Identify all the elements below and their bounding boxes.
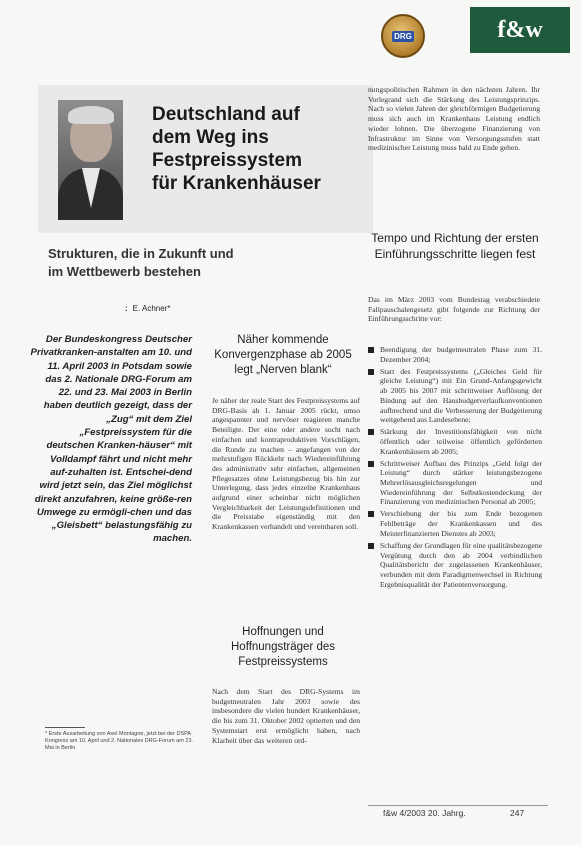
middle-text-1: Je näher der reale Start des Festpreissystems auf DRG-Basis ab 1. Januar 2005 rückt, umso angespannter und nervöser reagieren manche Beteiligte. Der eine oder andere sucht nach einfachen und kontraproduktiven Vorschlägen, die Runde zu machen – angefangen von der mehrstufigen Rückkehr nach Wiedereinführung des administrativ sehr einfachen, allgemeinen Pflegesatzes ohne Leistungsbezug bis hin zur Unterlegung, dass jedes einzelne Krankenhaus aufgrund einer scheinbar nicht möglichen Vergleichbarkeit der Leistungsdefinitionen und die Preisstabe eigenständig mit den Krankenkassen verhandelt und vereinbaren soll. (212, 396, 360, 532)
title-line: Deutschland auf (152, 104, 300, 125)
middle-text-2: Nach dem Start des DRG-Systems im budgetneutralen Jahr 2003 sowie des insbesondere die vielen hundert Krankenhäuser, die bis zum 31. Oktober 2002 optierten und den Systemstart erst ermöglicht haben, nach Klarheit über das weiteren ord- (212, 687, 360, 745)
footer-issue: f&w 4/2003 20. Jahrg. (383, 808, 466, 818)
list-item: Schaffung der Grundlagen für eine qualitätsbezogene Vergütung durch den ab 2004 verbindlichen Qualitätsbericht der zugelassenen Krankenhäuser, verbunden mit dem Paradigmenwechsel in Richtung Ergebnisqualität der Patientenversorgung. (368, 541, 542, 590)
author-portrait (58, 100, 123, 220)
square-bullet-icon (368, 543, 374, 549)
list-item: Verschiebung der bis zum Ende bezogenen Fehlbeträge der Krankenkassen und des Meisterfinanzierten Dienstes ab 2003; (368, 509, 542, 538)
badge-label: DRG (394, 31, 412, 41)
subtitle-line: im Wettbewerb bestehen (48, 264, 201, 279)
right-intro-text: Das im März 2003 vom Bundestag verabschiedete Fallpauschalengesetz gibt folgende zur Richtung der Einführungsschritte vor: (368, 295, 540, 324)
right-column-top-text: nungspolitischen Rahmen in den nächsten Jahren. Ihr Vorlegrand sich die Stärkung des Leistungsprinzips. Nach so vielen Jahren der gleichförmigen Budgetierung muss sich auch im Krankenhaus Leistung endlich wieder lohnen. Die überzogene Finanzierung von Infrastruktur im Sinne von Versorgungsstufen statt medizinischer Leistung muss bald zu Ende gehen. (368, 85, 540, 153)
square-bullet-icon (368, 369, 374, 375)
drg-badge-icon (381, 14, 425, 58)
author-byline (125, 304, 170, 313)
lead-paragraph: Der Bundeskongress Deutscher Privatkranken-anstalten am 10. und 11. April 2003 in Potsdam sowie das 2. Nationale DRG-Forum am 22. und 23. Mai 2003 in Berlin haben deutlich gezeigt, dass der „Zug“ mit dem Ziel „Festpreissystem für die deutschen Kranken-häuser“ mit Volldampf fährt und nicht mehr auf-zuhalten ist. Entschei-dend wird jetzt sein, das Ziel möglichst direkt anzufahren, keine größe-ren Umwege zu ermögli-chen und das „Gleisbett“ belastungsfähig zu machen. (30, 334, 192, 545)
author-name: E. Achner* (132, 304, 171, 313)
square-bullet-icon (368, 461, 374, 467)
square-bullet-icon (368, 429, 374, 435)
right-section-heading: Tempo und Richtung der ersten Einführungsschritte liegen fest (371, 231, 539, 261)
list-item: Start des Festpreissystems („Gleiches Geld für gleiche Leistung“) mit Ein Grund-Anfangsgewicht ab 2005 bis 2007 mit schrittweiser Auflösung der Bindung auf den Hausbudgetverlaufkonventionen aufbrechend und die Verbesserung der Budgetierung weitgehend aus Landesebene; (368, 367, 542, 425)
square-bullet-icon (368, 347, 374, 353)
list-item: Stärkung der Investitionsfähigkeit von nicht öffentlich oder teilweise öffentlich geförderten Krankenhäusern ab 2005; (368, 427, 542, 456)
square-bullet-icon (368, 511, 374, 517)
middle-heading-2: Hoffnungen und Hoffnungsträger des Festpreissystems (231, 626, 335, 668)
article-subtitle (48, 245, 358, 281)
list-item: Schrittweiser Aufbau des Prinzips „Geld folgt der Leistung“ durch stärker leistungsbezogene Mehrerlösausgleichsregelungen und Wiedereinführung der Selbstkostendeckung der Finanzierung von medizinischen Personal ab 2005; (368, 459, 542, 508)
footer-divider (368, 805, 548, 806)
middle-heading-1: Näher kommende Konvergenzphase ab 2005 legt „Nerven blank“ (214, 334, 352, 376)
footnote: * Erste Ausarbeitung von Axel Montagne, jetzt bei der DSPA Kongress am 10. April und 2. Nationales DRG-Forum am 23. Mai in Berlin (45, 731, 193, 751)
list-item: Beendigung der budgetneutralen Phase zum 31. Dezember 2004; (368, 345, 542, 364)
subtitle-line: Strukturen, die in Zukunft und (48, 246, 234, 261)
bullet-list (368, 345, 542, 592)
title-line: Festpreissystem (152, 150, 302, 171)
title-line: dem Weg ins (152, 127, 269, 148)
fw-logo: f&w (470, 7, 570, 53)
article-title (152, 103, 367, 195)
title-line: für Krankenhäuser (152, 173, 321, 194)
footnote-divider (45, 727, 85, 728)
page-number: 247 (510, 808, 525, 818)
byline-dot-icon: : (125, 304, 128, 313)
